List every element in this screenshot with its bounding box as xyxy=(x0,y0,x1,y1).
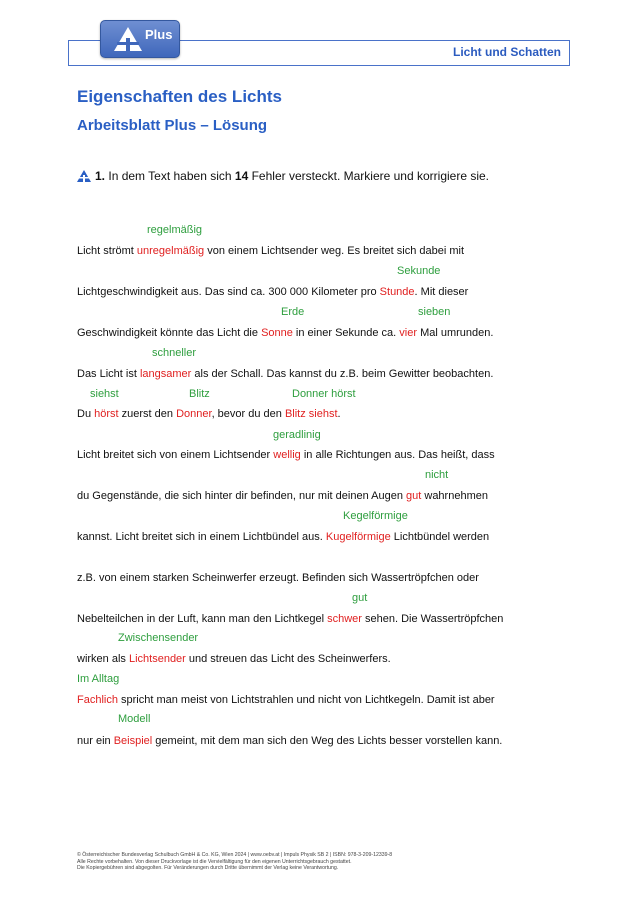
text-segment: wahrnehmen xyxy=(421,490,488,502)
text-segment: Du xyxy=(77,408,95,420)
text-line-8 xyxy=(77,531,489,543)
footer-line-2: Alle Rechte vorbehalten. Von dieser Druckvorlage ist die Vervielfältigung für den eigenen Unterrichtsgebrauch gestattet. xyxy=(77,858,352,865)
page-subtitle: Arbeitsblatt Plus – Lösung xyxy=(77,117,268,134)
text-segment: zuerst den xyxy=(118,408,177,420)
correction-1: regelmäßig xyxy=(147,224,203,236)
error-word: Fachlich xyxy=(77,694,118,706)
text-line-1 xyxy=(77,245,464,257)
text-segment: wirken als xyxy=(77,653,129,665)
text-line-11 xyxy=(77,653,391,665)
text-line-5 xyxy=(77,408,341,420)
text-segment: gemeint, mit dem man sich den Weg des Lichts besser vorstellen kann. xyxy=(152,735,503,747)
text-segment: du Gegenstände, die sich hinter dir befinden, nur mit deinen Augen xyxy=(77,490,407,502)
error-word: Beispiel xyxy=(113,735,153,747)
logo-label: Plus xyxy=(145,27,173,42)
error-word: gut xyxy=(406,490,422,502)
correction-11: Kegelförmige xyxy=(343,510,408,522)
correction-12: gut xyxy=(352,592,368,604)
text-segment: Lichtbündel werden xyxy=(390,531,490,543)
text-segment: sehen. Die Wassertröpfchen xyxy=(361,613,504,625)
error-word: langsamer xyxy=(139,368,192,380)
error-word: Sonne xyxy=(261,327,293,339)
correction-15: Modell xyxy=(118,713,151,725)
text-line-7 xyxy=(77,490,488,502)
text-line-13 xyxy=(77,735,502,747)
text-segment: Nebelteilchen in der Luft, kann man den Lichtkegel xyxy=(77,613,328,625)
error-word: unregelmäßig xyxy=(136,245,205,257)
text-line-4 xyxy=(77,368,493,380)
text-segment: Geschwindigkeit könnte das Licht die xyxy=(77,327,262,339)
error-word: Stunde xyxy=(379,286,415,298)
task-count: 14 xyxy=(234,169,249,183)
footer-line-1: © Österreichischer Bundesverlag Schulbuch GmbH & Co. KG, Wien 2024 | www.oebv.at | Impuls Physik SB 2 | ISBN: 978-3-209-12339-8 xyxy=(77,852,393,858)
text-segment: und streuen das Licht des Scheinwerfers. xyxy=(185,653,391,665)
footer-copyright xyxy=(77,852,392,872)
text-segment: , bevor du den xyxy=(211,408,285,420)
error-word: Blitz siehst xyxy=(284,408,338,420)
text-segment: . Mit dieser xyxy=(414,286,469,298)
text-line-9 xyxy=(77,572,479,584)
correction-5: schneller xyxy=(152,347,197,359)
text-line-3 xyxy=(77,327,493,339)
task-text-before: In dem Text haben sich xyxy=(108,169,232,183)
triangle-logo-icon xyxy=(113,26,143,52)
footer-line-3: Die Kopiergebühren sind abgegolten. Für Veränderungen durch Dritte übernimmt der Verlag keine Verantwortung. xyxy=(77,865,339,871)
plus-logo xyxy=(100,20,180,58)
correction-14: Im Alltag xyxy=(77,673,120,685)
correction-4: sieben xyxy=(418,306,451,318)
plus-triangle-icon xyxy=(77,170,91,182)
correction-6: siehst xyxy=(90,388,119,400)
correction-8: Donner hörst xyxy=(292,388,356,400)
task-number: 1. xyxy=(95,169,106,183)
task-text-after: Fehler versteckt. Markiere und korrigiere sie. xyxy=(251,169,490,183)
text-segment: kannst. Licht breitet sich in einem Lichtbündel aus. xyxy=(77,531,326,543)
correction-2: Sekunde xyxy=(397,265,441,277)
text-segment: Mal umrunden. xyxy=(417,327,494,339)
text-segment: in einer Sekunde ca. xyxy=(292,327,400,339)
text-segment: Das Licht ist xyxy=(77,368,140,380)
correction-9: geradlinig xyxy=(273,429,321,441)
page-title: Eigenschaften des Lichts xyxy=(77,87,282,106)
correction-7: Blitz xyxy=(189,388,210,400)
correction-3: Erde xyxy=(281,306,305,318)
error-word: Lichtsender xyxy=(128,653,186,665)
error-word: Kugelförmige xyxy=(325,531,391,543)
task-instruction xyxy=(77,169,489,183)
text-segment: Licht breitet sich von einem Lichtsender xyxy=(77,449,274,461)
text-segment: Licht strömt xyxy=(77,245,137,257)
text-segment: als der Schall. Das kannst du z.B. beim Gewitter beobachten. xyxy=(191,368,494,380)
text-segment: von einem Lichtsender weg. Es breitet sich dabei mit xyxy=(204,245,465,257)
correction-10: nicht xyxy=(425,469,449,481)
text-line-12 xyxy=(77,694,495,706)
error-word: vier xyxy=(399,327,418,339)
correction-13: Zwischensender xyxy=(118,632,199,644)
error-word: hörst xyxy=(94,408,119,420)
error-word: wellig xyxy=(273,449,301,461)
text-segment: in alle Richtungen aus. Das heißt, dass xyxy=(300,449,495,461)
text-line-6 xyxy=(77,449,495,461)
text-line-10 xyxy=(77,613,503,625)
text-segment: z.B. von einem starken Scheinwerfer erzeugt. Befinden sich Wassertröpfchen oder xyxy=(77,572,479,584)
header-title: Licht und Schatten xyxy=(453,45,561,59)
text-segment: Lichtgeschwindigkeit aus. Das sind ca. 300 000 Kilometer pro xyxy=(77,286,380,298)
text-segment: nur ein xyxy=(77,735,114,747)
text-segment: spricht man meist von Lichtstrahlen und nicht von Lichtkegeln. Damit ist aber xyxy=(117,694,495,706)
text-segment: . xyxy=(337,408,341,420)
error-word: Donner xyxy=(176,408,212,420)
text-line-2 xyxy=(77,286,468,298)
error-word: schwer xyxy=(327,613,362,625)
